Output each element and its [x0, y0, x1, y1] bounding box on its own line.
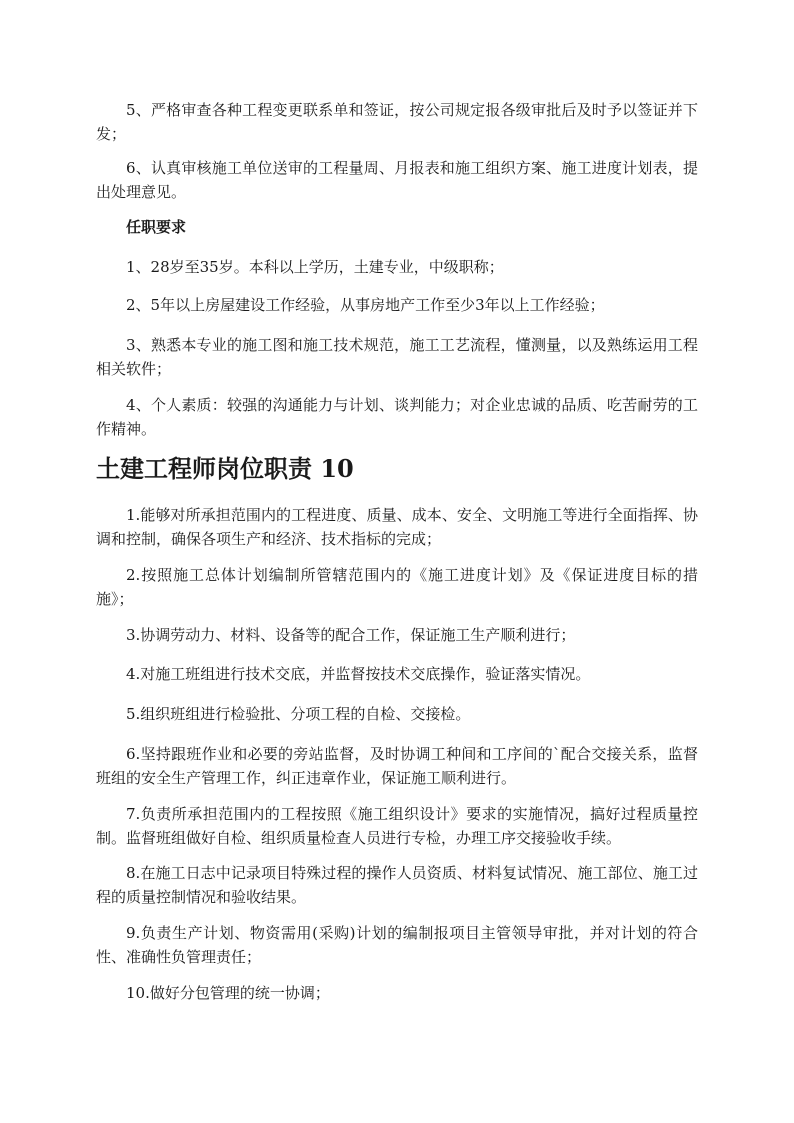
- list-item: 2.按照施工总体计划编制所管辖范围内的《施工进度计划》及《保证进度目标的措施》；: [96, 566, 698, 608]
- section-title: 土建工程师岗位职责 10: [96, 454, 354, 483]
- list-item: 6.坚持跟班作业和必要的旁站监督，及时协调工种间和工序间的`配合交接关系，监督班组的安全生产管理工作，纠正违章作业，保证施工顺利进行。: [96, 745, 698, 787]
- list-item: 9.负责生产计划、物资需用(采购)计划的编制报项目主管领导审批，并对计划的符合性、准确性负管理责任；: [96, 924, 698, 966]
- list-item: 7.负责所承担范围内的工程按照《施工组织设计》要求的实施情况，搞好过程质量控制。监督班组做好自检、组织质量检查人员进行专检，办理工序交接验收手续。: [96, 805, 698, 847]
- list-item: 5.组织班组进行检验批、分项工程的自检、交接检。: [126, 705, 471, 723]
- list-item: 4、个人素质：较强的沟通能力与计划、谈判能力；对企业忠诚的品质、吃苦耐劳的工作精神。: [96, 396, 698, 438]
- list-item: 3.协调劳动力、材料、设备等的配合工作，保证施工生产顺利进行；: [126, 626, 576, 644]
- list-item: 6、认真审核施工单位送审的工程量周、月报表和施工组织方案、施工进度计划表，提出处理意见。: [96, 159, 698, 201]
- list-item: 10.做好分包管理的统一协调；: [126, 984, 330, 1002]
- list-item: 2、5年以上房屋建设工作经验，从事房地产工作至少3年以上工作经验；: [126, 296, 605, 314]
- list-item: 4.对施工班组进行技术交底，并监督按技术交底操作，验证落实情况。: [126, 665, 591, 683]
- list-item: 1.能够对所承担范围内的工程进度、质量、成本、安全、文明施工等进行全面指挥、协调和控制，确保各项生产和经济、技术指标的完成；: [96, 506, 698, 548]
- list-item: 1、28岁至35岁。本科以上学历，土建专业，中级职称；: [126, 258, 504, 276]
- list-item: 3、熟悉本专业的施工图和施工技术规范，施工工艺流程，懂测量，以及熟练运用工程相关软件；: [96, 336, 698, 378]
- list-item: 8.在施工日志中记录项目特殊过程的操作人员资质、材料复试情况、施工部位、施工过程的质量控制情况和验收结果。: [96, 864, 698, 906]
- list-item: 5、严格审查各种工程变更联系单和签证，按公司规定报各级审批后及时予以签证并下发；: [96, 101, 698, 143]
- requirements-heading: 任职要求: [126, 218, 187, 236]
